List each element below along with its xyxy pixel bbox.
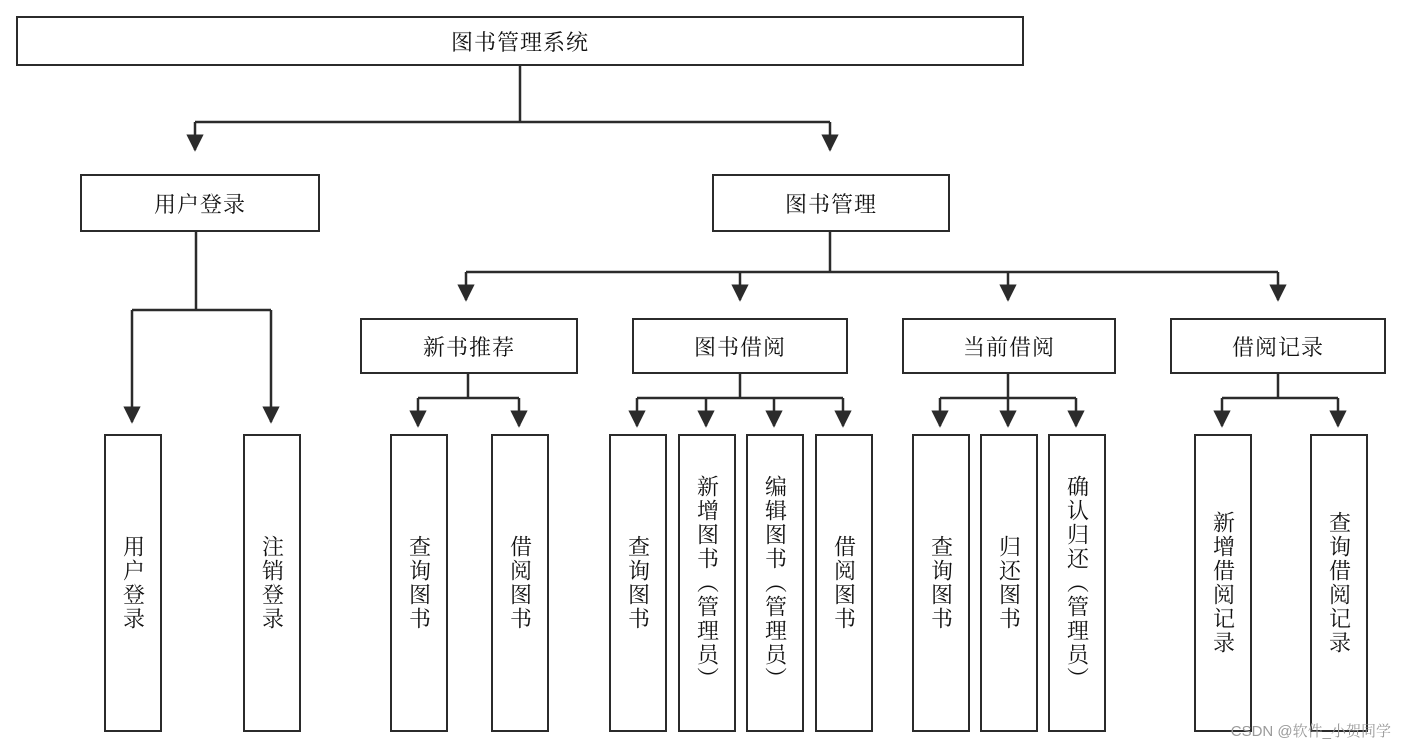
leaf-login-logout-label: 注销登录 <box>259 535 285 631</box>
node-new-book-recommend-label: 新书推荐 <box>422 334 515 360</box>
leaf-record-add-record[interactable] <box>1194 434 1252 732</box>
leaf-login-user-login[interactable] <box>104 434 162 732</box>
leaf-newbook-borrow-book-label: 借阅图书 <box>507 535 533 631</box>
node-new-book-recommend[interactable] <box>360 318 578 374</box>
node-book-management-label: 图书管理 <box>784 191 877 217</box>
leaf-login-user-login-label: 用户登录 <box>120 535 146 631</box>
node-user-login[interactable] <box>80 174 320 232</box>
leaf-login-logout[interactable] <box>243 434 301 732</box>
leaf-record-query-record-label: 查询借阅记录 <box>1326 511 1352 655</box>
node-book-management[interactable] <box>712 174 950 232</box>
leaf-borrow-query-book-label: 查询图书 <box>625 535 651 631</box>
leaf-current-query-book-label: 查询图书 <box>928 535 954 631</box>
leaf-newbook-query-book-label: 查询图书 <box>406 535 432 631</box>
node-root[interactable] <box>16 16 1024 66</box>
node-book-borrow-label: 图书借阅 <box>693 334 786 360</box>
leaf-borrow-add-book[interactable] <box>678 434 736 732</box>
node-current-borrow[interactable] <box>902 318 1116 374</box>
watermark-text: CSDN @软件_小贺同学 <box>1230 723 1391 740</box>
leaf-record-add-record-label: 新增借阅记录 <box>1210 511 1236 655</box>
leaf-borrow-edit-book[interactable] <box>746 434 804 732</box>
node-borrow-record[interactable] <box>1170 318 1386 374</box>
leaf-newbook-query-book[interactable] <box>390 434 448 732</box>
leaf-current-query-book[interactable] <box>912 434 970 732</box>
leaf-newbook-borrow-book[interactable] <box>491 434 549 732</box>
leaf-current-confirm-return-label: 确认归还（管理员） <box>1064 475 1090 691</box>
leaf-borrow-query-book[interactable] <box>609 434 667 732</box>
leaf-borrow-edit-book-label: 编辑图书（管理员） <box>762 475 788 691</box>
leaf-borrow-add-book-label: 新增图书（管理员） <box>694 475 720 691</box>
node-user-login-label: 用户登录 <box>153 191 246 217</box>
leaf-current-return-book-label: 归还图书 <box>996 535 1022 631</box>
leaf-borrow-borrow-book-label: 借阅图书 <box>831 535 857 631</box>
leaf-current-return-book[interactable] <box>980 434 1038 732</box>
leaf-borrow-borrow-book[interactable] <box>815 434 873 732</box>
node-book-borrow[interactable] <box>632 318 848 374</box>
node-current-borrow-label: 当前借阅 <box>962 334 1055 360</box>
node-root-label: 图书管理系统 <box>450 29 589 55</box>
node-borrow-record-label: 借阅记录 <box>1231 334 1324 360</box>
leaf-current-confirm-return[interactable] <box>1048 434 1106 732</box>
leaf-record-query-record[interactable] <box>1310 434 1368 732</box>
